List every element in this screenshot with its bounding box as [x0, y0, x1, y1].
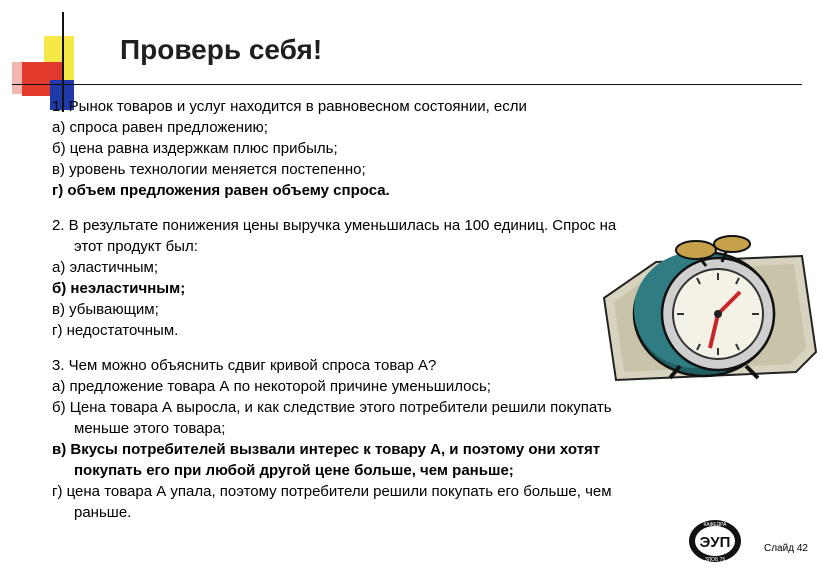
question-3-option-d: г) цена товара А упала, поэтому потребители решили покупать его больше, чем: [52, 483, 612, 500]
logo-arc-text: КАФЕДРА: [703, 522, 727, 528]
logo-bottom-text: ЗЛОБ 75: [704, 557, 726, 563]
decor-horizontal-line: [12, 84, 802, 85]
question-3-option-d-continued: раньше.: [74, 504, 132, 521]
question-1-prompt: 1. Рынок товаров и услуг находится в равновесном состоянии, если: [52, 98, 527, 115]
question-1-option-d-correct: г) объем предложения равен объему спроса.: [52, 182, 390, 199]
alarm-clock-icon: [596, 232, 826, 382]
question-3-option-b: б) Цена товара А выросла, и как следствие этого потребители решили покупать: [52, 399, 612, 416]
department-logo-icon: [688, 518, 742, 569]
question-3-prompt: 3. Чем можно объяснить сдвиг кривой спроса товар А?: [52, 357, 437, 374]
question-2-prompt-continued: этот продукт был:: [74, 238, 198, 255]
question-2-prompt: 2. В результате понижения цены выручка уменьшилась на 100 единиц. Спрос на: [52, 217, 617, 234]
question-3-option-c-continued: покупать его при любой другой цене больше, чем раньше;: [74, 462, 514, 479]
logo-text: ЭУП: [699, 534, 731, 551]
slide-number: Слайд 42: [764, 543, 808, 554]
question-3-option-b-continued: меньше этого товара;: [74, 420, 226, 437]
question-2-option-c: в) убывающим;: [52, 301, 159, 318]
question-1-option-c: в) уровень технологии меняется постепенно;: [52, 161, 366, 178]
question-1-option-b: б) цена равна издержкам плюс прибыль;: [52, 140, 338, 157]
question-1: [52, 96, 752, 201]
question-2-option-a: а) эластичным;: [52, 259, 159, 276]
question-3-option-c-correct: в) Вкусы потребителей вызвали интерес к товару А, и поэтому они хотят: [52, 441, 601, 458]
question-2-option-b-correct: б) неэластичным;: [52, 280, 186, 297]
question-2-option-d: г) недостаточным.: [52, 322, 179, 339]
slide-title: Проверь себя!: [120, 34, 323, 65]
question-3-option-a: а) предложение товара А по некоторой причине уменьшилось;: [52, 378, 491, 395]
question-1-option-a: а) спроса равен предложению;: [52, 119, 268, 136]
